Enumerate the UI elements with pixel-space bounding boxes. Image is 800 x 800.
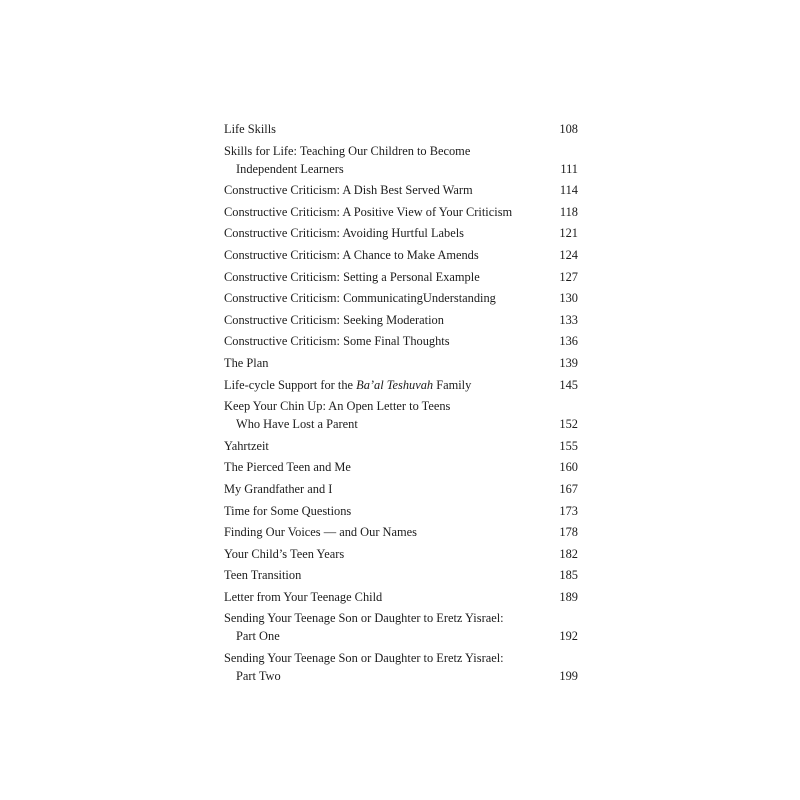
entry-title: Constructive Criticism: Avoiding Hurtful Labels <box>224 226 464 241</box>
entry-title: Constructive Criticism: A Positive View of Your Criticism <box>224 204 513 219</box>
toc-entry <box>224 224 578 242</box>
entry-page-number: 185 <box>559 568 578 583</box>
entry-page-number: 108 <box>559 122 578 136</box>
entry-title: The Plan <box>224 355 269 370</box>
toc-entry <box>224 354 578 372</box>
entry-page-number: 121 <box>559 226 578 241</box>
entry-title: Constructive Criticism: Some Final Thoughts <box>224 334 450 349</box>
entry-page-number: 192 <box>559 629 578 644</box>
entry-page-number: 130 <box>559 291 578 306</box>
entry-title: Time for Some Questions <box>224 503 352 518</box>
entry-title: Skills for Life: Teaching Our Children to Become Independent Learners <box>224 143 471 176</box>
toc-entry <box>224 523 578 541</box>
entry-title: Sending Your Teenage Son or Daughter to Eretz Yisrael: Part Two <box>224 651 504 684</box>
toc-entry <box>224 397 578 433</box>
entry-page-number: 152 <box>559 417 578 432</box>
entry-title: Sending Your Teenage Son or Daughter to Eretz Yisrael: Part One <box>224 611 504 644</box>
entry-title: Constructive Criticism: A Dish Best Served Warm <box>224 183 473 198</box>
entry-title-text: Family <box>433 377 472 392</box>
toc-entry <box>224 246 578 264</box>
entry-title: Yahrtzeit <box>224 438 269 453</box>
entry-page-number: 178 <box>559 525 578 540</box>
toc-entry <box>224 649 578 685</box>
entry-page-number: 114 <box>559 183 578 198</box>
toc-entry <box>224 289 578 307</box>
toc-entry <box>224 268 578 286</box>
entry-title: Constructive Criticism: A Chance to Make Amends <box>224 247 479 262</box>
entry-page-number: 133 <box>559 312 578 327</box>
entry-page-number: 199 <box>559 669 578 684</box>
entry-title-italic: Ba’al Teshuvah <box>356 377 434 392</box>
toc-entry <box>224 502 578 520</box>
toc-entry <box>224 181 578 199</box>
entry-title: Constructive Criticism: CommunicatingUnderstanding <box>224 291 496 306</box>
entry-page-number: 160 <box>559 460 578 475</box>
entry-page-number: 139 <box>559 355 578 370</box>
entry-page-number: 155 <box>559 438 578 453</box>
entry-page-number: 182 <box>559 546 578 561</box>
entry-title: Letter from Your Teenage Child <box>224 589 383 604</box>
entry-title: Constructive Criticism: Seeking Moderation <box>224 312 444 327</box>
toc-entry <box>224 458 578 476</box>
entry-page-number: 136 <box>559 334 578 349</box>
entry-page-number: 145 <box>559 377 578 392</box>
entry-page-number: 111 <box>560 161 578 176</box>
toc-entry <box>224 203 578 221</box>
entry-title: Keep Your Chin Up: An Open Letter to Teens Who Have Lost a Parent <box>224 399 451 432</box>
toc-entry <box>224 588 578 606</box>
entry-page-number: 189 <box>559 589 578 604</box>
toc-entry <box>224 437 578 455</box>
entry-page-number: 173 <box>559 503 578 518</box>
entry-title: Constructive Criticism: Setting a Personal Example <box>224 269 480 284</box>
toc-entry <box>224 566 578 584</box>
entry-title: Teen Transition <box>224 568 302 583</box>
entry-page-number: 127 <box>559 269 578 284</box>
toc-entry <box>224 480 578 498</box>
entry-page-number: 124 <box>559 247 578 262</box>
toc-entry <box>224 332 578 350</box>
entry-title: My Grandfather and I <box>224 481 333 496</box>
toc-entry <box>224 142 578 178</box>
entry-title-text: Life-cycle Support for the <box>224 377 357 392</box>
table-of-contents <box>224 120 578 689</box>
entry-title: Your Child’s Teen Years <box>224 546 345 561</box>
entry-title: The Pierced Teen and Me <box>224 460 351 475</box>
toc-entry <box>224 376 578 394</box>
entry-title <box>224 376 538 394</box>
entry-page-number: 167 <box>559 481 578 496</box>
toc-entry <box>224 120 578 138</box>
toc-entry <box>224 545 578 563</box>
entry-title: Life Skills <box>224 122 276 136</box>
toc-entry <box>224 609 578 645</box>
entry-title: Finding Our Voices — and Our Names <box>224 525 417 540</box>
entry-page-number: 118 <box>559 204 578 219</box>
toc-entry <box>224 311 578 329</box>
